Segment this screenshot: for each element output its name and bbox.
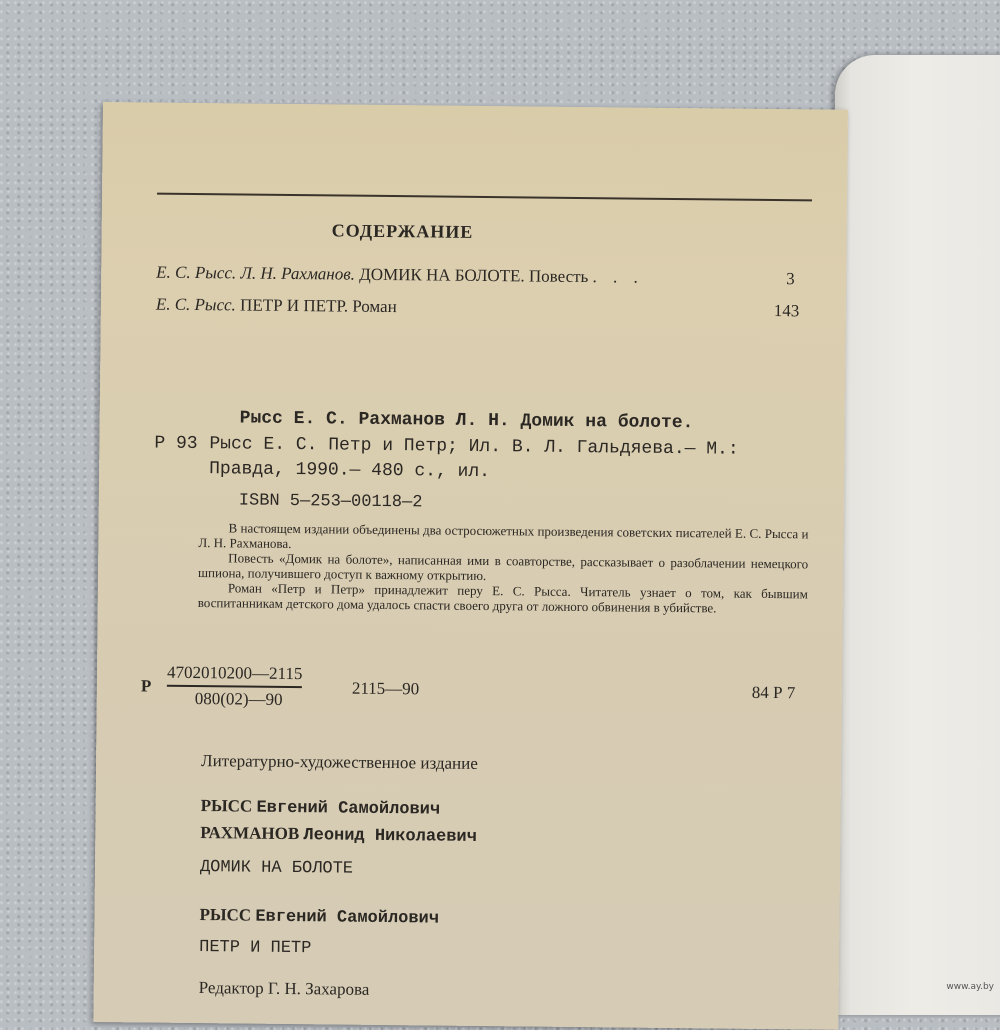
toc-entry-authors: Е. С. Рысс. [155,294,236,315]
toc-leader: . . . [592,267,644,287]
annotation-paragraph: В настоящем издании объединены два остросюжетных произведения советских писателей Е. С. Рысса и Л. Н. Рахманова. [198,520,809,551]
index-fraction [167,663,303,710]
toc-entry-title: ПЕТР И ПЕТР. Роман [240,295,397,317]
top-rule [157,193,812,202]
index-suffix: 2115—90 [351,678,420,699]
biblio-line-2: Рысс Е. С. Петр и Петр; Ил. В. Л. Гальдяева.— М.: [209,434,739,460]
annotation-paragraph: Повесть «Домик на болоте», написанная ими в соавторстве, рассказывает о разоблачении немецкого шпиона, получившего доступ к важному открытию. [197,550,809,584]
edition-type: Литературно-художественное издание [201,751,478,773]
watermark: www.ay.by [946,982,994,992]
toc-entry [156,263,644,288]
index-numerator: 4702010200—2115 [167,663,303,688]
editor-line: Редактор Г. Н. Захарова [198,978,370,999]
annotation [198,520,809,616]
facing-page [835,55,1000,1015]
biblio-code: Р 93 [154,433,198,455]
toc-page-number: 143 [773,301,800,321]
biblio-line-3: Правда, 1990.— 480 с., ил. [209,459,491,483]
toc-entry-authors: Е. С. Рысс. Л. Н. Рахманов. [156,262,356,284]
toc-entry-title: ДОМИК НА БОЛОТЕ. Повесть [359,264,589,287]
work-title: ДОМИК НА БОЛОТЕ [199,858,354,879]
toc-title: СОДЕРЖАНИЕ [331,220,474,242]
index-letter: Р [140,676,152,696]
toc-entry [156,295,397,318]
bbk-code: 84 Р 7 [751,682,796,703]
biblio-line-1: Рысс Е. С. Рахманов Л. Н. Домик на болоте. [239,408,694,434]
book-page [93,102,848,1030]
isbn: ISBN 5—253—00118—2 [238,491,423,513]
author-line: РЫСС Евгений Самойлович [200,796,441,820]
toc-page-number: 3 [786,269,795,289]
author-line: РЫСС Евгений Самойлович [199,905,440,929]
author-line: РАХМАНОВ Леонид Николаевич [200,823,477,847]
annotation-paragraph: Роман «Петр и Петр» принадлежит перу Е. С. Рысса. Читатель узнает о том, как бывшим воспитанникам детского дома удалось спасти своего друга от ложного обвинения в убийстве. [197,580,808,616]
work-title: ПЕТР И ПЕТР [199,938,312,959]
index-denominator: 080(02)—90 [194,688,283,709]
